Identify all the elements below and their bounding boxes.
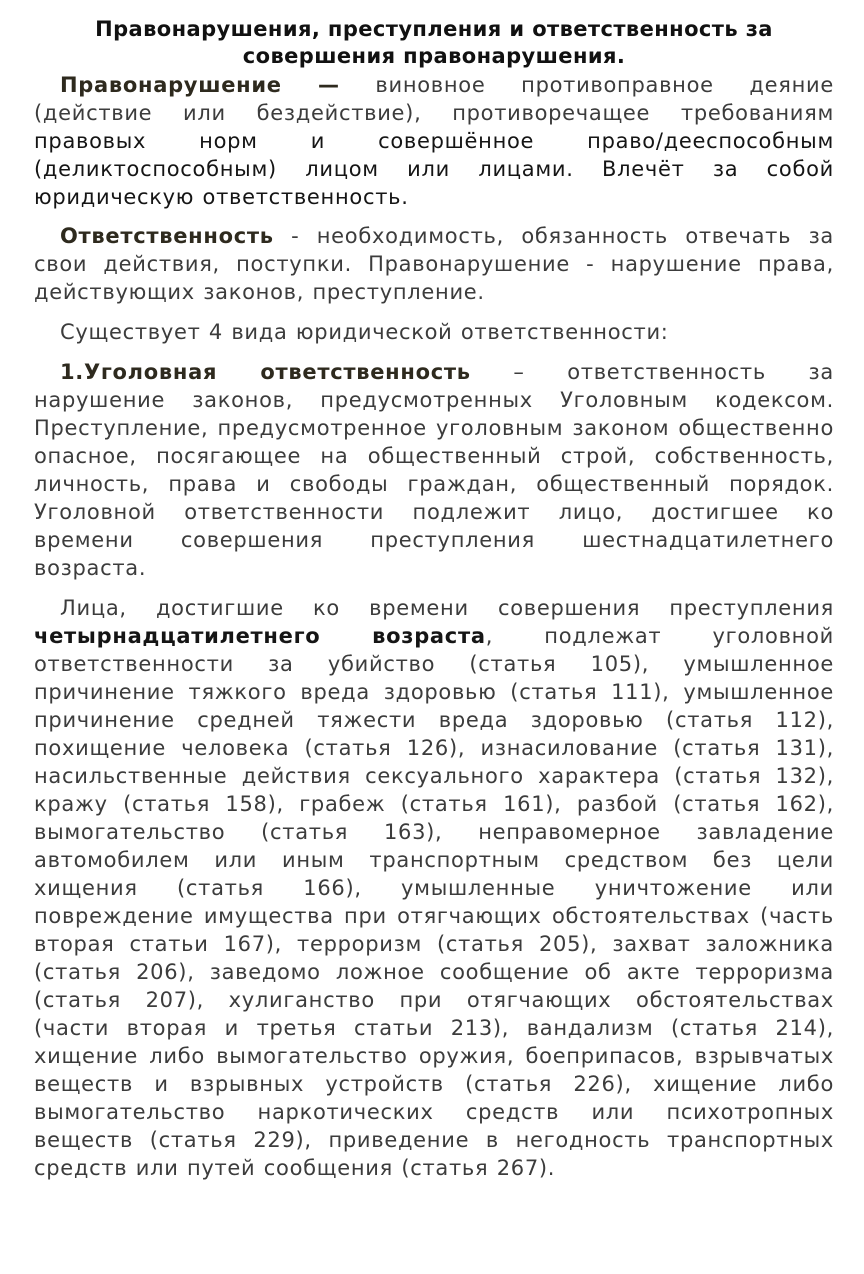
responsibility-definition-paragraph (34, 222, 834, 306)
offense-definition-text-continued: правовых норм и совершённое право/дееспособным (деликтоспособным) лицом или лицами. Влечёт за собой юридическую ответственность. (34, 129, 834, 209)
offense-definition-text: виновное противоправное деяние (действие или бездействие), противоречащее требованиям (34, 73, 834, 125)
offense-term: Правонарушение — (60, 73, 340, 97)
minors-liability-text-list: , подлежат уголовной ответственности за убийство (статья 105), умышленное причинение тяжкого вреда здоровью (статья 111), умышленное причинение средней тяжести вреда здоровью (статья 112), похищение человека (статья 126), изнасилование (статья 131), насильственные действия сексуального характера (статья 132), кражу (статья 158), грабеж (статья 161), разбой (статья 162), вымогательство (статья 163), неправомерное завладение автомобилем или иным транспортным средством без цели хищения (статья 166), умышленные уничтожение или повреждение имущества при отягчающих обстоятельствах (часть вторая статьи 167), терроризм (статья 205), захват заложника (статья 206), заведомо ложное сообщение об акте терроризма (статья 207), хулиганство при отягчающих обстоятельствах (части вторая и третья статьи 213), вандализм (статья 214), хищение либо вымогательство оружия, боеприпасов, взрывчатых веществ и взрывных устройств (статья 226), хищение либо вымогательство наркотических средств или психотропных веществ (статья 229), приведение в негодность транспортных средств или путей сообщения (статья 267). (34, 624, 834, 1180)
responsibility-definition-text: - необходимость, обязанность отвечать за свои действия, поступки. Правонарушение - нарушение права, действующих законов, преступление. (34, 224, 834, 304)
responsibility-types-intro: Существует 4 вида юридической ответственности: (60, 320, 669, 344)
offense-definition-paragraph (34, 71, 834, 211)
minors-liability-paragraph (34, 594, 834, 1182)
responsibility-term: Ответственность (60, 224, 274, 248)
minors-age-emphasis: четырнадцатилетнего возраста (34, 624, 486, 648)
minors-liability-text-start: Лица, достигшие ко времени совершения преступления (60, 596, 834, 620)
criminal-responsibility-paragraph (34, 358, 834, 582)
criminal-responsibility-term: 1.Уголовная ответственность (60, 360, 471, 384)
page-title: Правонарушения, преступления и ответственность за совершения правонарушения. (95, 17, 773, 68)
criminal-responsibility-text: – ответственность за нарушение законов, предусмотренных Уголовным кодексом. Преступление, предусмотренное уголовным законом общественно опасное, посягающее на общественный строй, собственность, личность, права и свободы граждан, общественный порядок. Уголовной ответственности подлежит лицо, достигшее ко времени совершения преступления шестнадцатилетнего возраста. (34, 360, 834, 580)
